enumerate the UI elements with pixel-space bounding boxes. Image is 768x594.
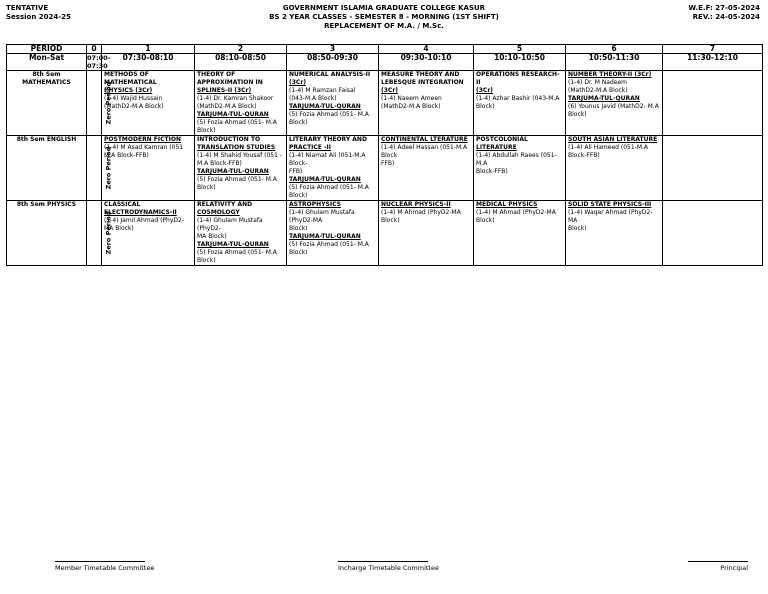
tarjuma-subject: TARJUMA-TUL-QURAN <box>289 176 361 183</box>
teacher-room: (1-4) M Shahid Yousaf (051 - <box>197 152 282 159</box>
subject-name: PHYSICS (3Cr) <box>104 87 153 94</box>
teacher-room: (043-M.A Block) <box>289 95 337 102</box>
subject-name: ASTROPHYSICS <box>289 201 341 208</box>
teacher-room: (1-4) Naeem Ameen <box>381 95 442 102</box>
teacher-room: (1-4) Dr. M Nadeem <box>568 79 628 86</box>
subject-name: POSTCOLONIAL <box>476 136 528 143</box>
tarjuma-teacher: (5) Fozia Ahmad (051- M.A <box>197 176 277 183</box>
teacher-room: FFB) <box>289 168 303 175</box>
tentative-label: TENTATIVE <box>6 4 49 12</box>
tarjuma-subject: TARJUMA-TUL-QURAN <box>289 233 361 240</box>
signature-line <box>688 561 748 562</box>
timetable-cell <box>663 201 763 266</box>
tarjuma-subject: TARJUMA-TUL-QURAN <box>568 95 640 102</box>
class-name <box>7 201 87 266</box>
subject-name: APPROXIMATION IN <box>197 79 263 86</box>
tarjuma-teacher: Block) <box>197 184 216 191</box>
timetable-cell <box>287 201 379 266</box>
timetable-cell <box>379 136 474 201</box>
period-num-7: 7 <box>663 45 763 54</box>
subject-name: NUCLEAR PHYSICS-II <box>381 201 451 208</box>
tarjuma-subject: TARJUMA-TUL-QURAN <box>289 103 361 110</box>
teacher-room: (1-4) Ghulam Mustafa (PhyD2-MA <box>289 209 355 224</box>
teacher-room: (MathD2-M.A Block) <box>568 87 628 94</box>
period-num-0: 0 <box>87 45 102 54</box>
class-name-line: 8th Sem <box>32 71 61 78</box>
class-row <box>7 71 763 136</box>
teacher-room: (1-4) Ghulam Mustafa (PhyD2- <box>197 217 263 232</box>
teacher-room: Block) <box>289 225 308 232</box>
subject-name: MATHEMATICAL <box>104 79 157 86</box>
class-name-line: 8th Sem PHYSICS <box>16 201 77 208</box>
teacher-room: (1-4) M Ramzan Faisal <box>289 87 356 94</box>
teacher-room: Block) <box>476 103 495 110</box>
timetable <box>6 44 763 266</box>
period-num-3: 3 <box>287 45 379 54</box>
timetable-cell <box>287 136 379 201</box>
subject-name: MEDICAL PHYSICS <box>476 201 538 208</box>
period-num-6: 6 <box>566 45 663 54</box>
revision-date: REV.: 24-05-2024 <box>692 13 760 21</box>
subject-name: (3Cr) <box>476 87 494 94</box>
teacher-room: (1-4) Waqar Ahmad (PhyD2-MA <box>568 209 653 224</box>
subject-name: PRACTICE -II <box>289 144 331 151</box>
day-label: Mon-Sat <box>7 54 87 71</box>
period-num-1: 1 <box>102 45 195 54</box>
timetable-cell <box>663 136 763 201</box>
zero-period-cell <box>87 136 113 201</box>
subject-name: (3Cr) <box>289 79 307 86</box>
subject-name: MEASURE THEORY AND <box>381 71 460 78</box>
tarjuma-teacher: (5) Fozia Ahmad (051- M.A <box>197 119 277 126</box>
class-row <box>7 136 763 201</box>
period-time-6: 10:50-11:30 <box>566 54 663 71</box>
timetable-cell <box>379 201 474 266</box>
teacher-room: (MathD2-M.A Block) <box>381 103 441 110</box>
teacher-room: FFB) <box>381 160 395 167</box>
signature-line <box>338 561 428 562</box>
session-label: Session 2024-25 <box>6 13 71 21</box>
teacher-room: MA Block) <box>197 233 227 240</box>
subject-name: ELECTRODYNAMICS-II <box>104 209 177 216</box>
period-time-3: 08:50-09:30 <box>287 54 379 71</box>
subject-name: NUMERICAL ANALYSIS-II <box>289 71 371 78</box>
timetable-cell <box>102 201 195 266</box>
period-num-2: 2 <box>195 45 287 54</box>
timetable-cell <box>566 136 663 201</box>
class-name-line: MATHEMATICS <box>22 79 71 86</box>
period-time-2: 08:10-08:50 <box>195 54 287 71</box>
footer-principal <box>688 561 748 572</box>
tarjuma-teacher: Block) <box>568 111 587 118</box>
period-time-4: 09:30-10:10 <box>379 54 474 71</box>
timetable-cell <box>474 71 566 136</box>
class-name <box>7 136 87 201</box>
zero-period-label: Zero Period <box>104 211 113 254</box>
tarjuma-subject: TARJUMA-TUL-QURAN <box>197 241 269 248</box>
timetable-cell <box>474 201 566 266</box>
tarjuma-subject: TARJUMA-TUL-QURAN <box>197 168 269 175</box>
timetable-cell <box>287 71 379 136</box>
college-name: GOVERNMENT ISLAMIA GRADUATE COLLEGE KASUR <box>282 4 486 12</box>
timetable-cell <box>566 201 663 266</box>
period-label: PERIOD <box>7 45 87 54</box>
subject-name: CLASSICAL <box>104 201 141 208</box>
signature-line <box>55 561 145 562</box>
subject-name: POSTMODERN FICTION <box>104 136 181 143</box>
subject-name: INTRODUCTION TO <box>197 136 261 143</box>
subject-name: COSMOLOGY <box>197 209 240 216</box>
tarjuma-teacher: (5) Fozia Ahmad (051- M.A Block) <box>289 111 369 126</box>
tarjuma-teacher: (6) Younus Javid (MathD2- M.A <box>568 103 659 110</box>
teacher-room: (1-4) M Asad Kamran (051 <box>104 144 184 151</box>
subject-name: SOLID STATE PHYSICS-III <box>568 201 652 208</box>
subject-name: (3Cr) <box>381 87 399 94</box>
subject-name: TRANSLATION STUDIES <box>197 144 276 151</box>
member-label: Member Timetable Committee <box>55 564 155 572</box>
tarjuma-teacher: (5) Fozia Ahmad (051- M.A Block) <box>289 184 369 199</box>
teacher-room: (1-4) Niamat Ali (051-M.A Block- <box>289 152 366 167</box>
timetable-body <box>7 71 763 266</box>
zero-period-cell <box>87 71 113 136</box>
teacher-room: (1-4) Ali Hameed (051-M.A <box>568 144 649 151</box>
timetable-cell <box>474 136 566 201</box>
footer-incharge <box>338 561 439 572</box>
teacher-room: MA Block) <box>104 225 134 232</box>
timetable-cell <box>663 71 763 136</box>
subject-name: OPERATIONS RESEARCH-II <box>476 71 560 86</box>
period-time-7: 11:30-12:10 <box>663 54 763 71</box>
principal-label: Principal <box>720 564 748 572</box>
tarjuma-teacher: (5) Fozia Ahmad (051- M.A <box>197 249 277 256</box>
timetable-cell <box>195 201 287 266</box>
subject-name: NUMBER THEORY-II (3Cr) <box>568 71 652 78</box>
timetable-cell <box>566 71 663 136</box>
period-time-5: 10:10-10:50 <box>474 54 566 71</box>
period-time-row <box>7 54 763 71</box>
subject-name: LITERATURE <box>476 144 517 151</box>
subject-name: LEBESQUE INTEGRATION <box>381 79 464 86</box>
teacher-room: M.A Block-FFB) <box>104 152 149 159</box>
tarjuma-teacher: (5) Fozia Ahmad (051- M.A Block) <box>289 241 369 256</box>
teacher-room: (1-4) M Ahmad (PhyD2-MA <box>476 209 556 216</box>
header-right <box>688 4 760 22</box>
program-title: BS 2 YEAR CLASSES - SEMESTER 8 - MORNING (1ST SHIFT) <box>269 13 499 21</box>
subject-name: SOUTH ASIAN LITERATURE <box>568 136 658 143</box>
class-name-line: 8th Sem ENGLISH <box>16 136 77 143</box>
subject-name: METHODS OF <box>104 71 149 78</box>
subject-name: LITERARY THEORY AND <box>289 136 367 143</box>
program-subtitle: REPLACEMENT OF M.A. / M.Sc. <box>324 22 444 30</box>
teacher-room: (1-4) Dr. Kamran Shakoor <box>197 95 274 102</box>
period-number-row <box>7 45 763 54</box>
teacher-room: (1-4) Abdullah Raees (051-M.A <box>476 152 557 167</box>
teacher-room: Block-FFB) <box>568 152 600 159</box>
header-left <box>6 4 71 22</box>
teacher-room: (1-4) Azhar Bashir (043-M.A <box>476 95 560 102</box>
subject-name: CONTINENTAL LTERATURE <box>381 136 468 143</box>
teacher-room: M.A Block-FFB) <box>197 160 242 167</box>
timetable-cell <box>102 71 195 136</box>
period-num-5: 5 <box>474 45 566 54</box>
incharge-label: Incharge Timetable Committee <box>338 564 439 572</box>
teacher-room: (MathD2-M.A Block) <box>197 103 257 110</box>
teacher-room: (1-4) Adeel Hassan (051-M.A Block <box>381 144 468 159</box>
timetable-cell <box>195 136 287 201</box>
timetable-cell <box>379 71 474 136</box>
tarjuma-subject: TARJUMA-TUL-QURAN <box>197 111 269 118</box>
timetable-cell <box>102 136 195 201</box>
period-time-1: 07:30-08:10 <box>102 54 195 71</box>
class-row <box>7 201 763 266</box>
teacher-room: (MathD2-M.A Block) <box>104 103 164 110</box>
teacher-room: Block) <box>568 225 587 232</box>
period-time-0: 07:00-07:30 <box>87 54 111 70</box>
zero-period-label: Zero Period <box>104 146 113 189</box>
teacher-room: Block-FFB) <box>476 168 508 175</box>
class-name <box>7 71 87 136</box>
teacher-room: (1-4) Jamil Ahmad (PhyD2- <box>104 217 184 224</box>
zero-period-label: Zero Period <box>104 81 113 124</box>
subject-name: RELATIVITY AND <box>197 201 253 208</box>
zero-period-cell <box>87 201 113 266</box>
header-center <box>200 4 568 31</box>
teacher-room: Block) <box>476 217 495 224</box>
timetable-cell <box>195 71 287 136</box>
footer-member <box>55 561 154 572</box>
subject-name: SPLINES-II (3Cr) <box>197 87 252 94</box>
subject-name: THEORY OF <box>197 71 236 78</box>
wef-date: W.E.F: 27-05-2024 <box>688 4 760 12</box>
tarjuma-teacher: Block) <box>197 257 216 264</box>
teacher-room: (1-4) Wajid Hussain <box>104 95 163 102</box>
tarjuma-teacher: Block) <box>197 127 216 134</box>
teacher-room: (1-4) M Ahmad (PhyD2-MA Block) <box>381 209 461 224</box>
period-num-4: 4 <box>379 45 474 54</box>
